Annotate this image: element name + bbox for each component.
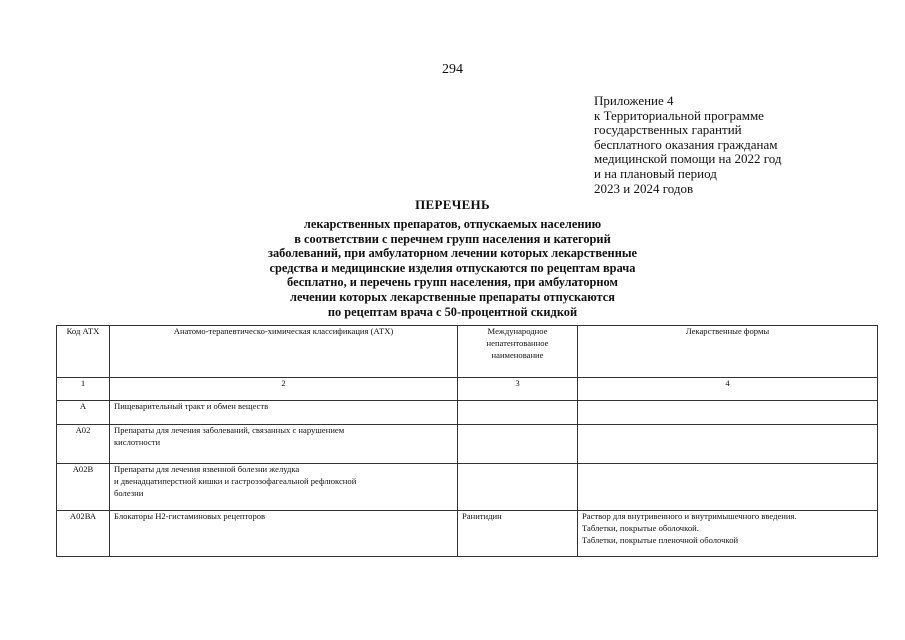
column-number: 2 xyxy=(110,378,458,401)
subtitle-line: средства и медицинские изделия отпускаются по рецептам врача xyxy=(269,260,636,275)
appendix-note xyxy=(594,94,884,196)
inn-name xyxy=(458,401,578,425)
table-row xyxy=(57,511,878,557)
table-row xyxy=(57,464,878,511)
column-numbers-row xyxy=(57,378,878,401)
dosage-form-line: Раствор для внутривенного и внутримышечного введения. xyxy=(582,511,797,521)
classification-line: Препараты для лечения язвенной болезни желудка xyxy=(114,464,300,474)
header-inn-line: непатентованное xyxy=(486,337,549,348)
appendix-line: к Территориальной программе xyxy=(594,107,764,123)
atc-code: А02В xyxy=(57,464,110,511)
appendix-line: и на плановый период xyxy=(594,165,717,181)
dosage-forms xyxy=(578,425,878,464)
table-row xyxy=(57,425,878,464)
header-classification: Анатомо-терапевтическо-химическая классификация (АТХ) xyxy=(110,326,458,378)
classification-line: Препараты для лечения заболеваний, связанных с нарушением xyxy=(114,425,345,435)
appendix-line: государственных гарантий xyxy=(594,122,742,138)
classification-line: и двенадцатиперстной кишки и гастроэзофагеальной рефлюксной xyxy=(114,475,357,486)
column-number: 4 xyxy=(578,378,878,401)
inn-name xyxy=(458,464,578,511)
classification-line: Блокаторы Н2-гистаминовых рецепторов xyxy=(114,511,266,521)
column-number: 3 xyxy=(458,378,578,401)
appendix-line: Приложение 4 xyxy=(594,93,674,108)
inn-name xyxy=(458,425,578,464)
header-inn-line: наименование xyxy=(491,349,544,360)
classification-line: Пищеварительный тракт и обмен веществ xyxy=(114,401,269,411)
classification-line: кислотности xyxy=(114,436,161,447)
atc-code: А02ВА xyxy=(57,511,110,557)
table-row xyxy=(57,401,878,425)
subtitle-line: в соответствии с перечнем групп населения и категорий xyxy=(294,231,611,246)
header-code: Код АТХ xyxy=(57,326,110,378)
atc-code: А xyxy=(57,401,110,425)
dosage-forms xyxy=(578,511,878,557)
atc-classification xyxy=(110,425,458,464)
subtitle-line: лечении которых лекарственные препараты отпускаются xyxy=(290,289,615,304)
document-title: ПЕРЕЧЕНЬ xyxy=(415,197,490,212)
document-subtitle xyxy=(0,217,905,319)
subtitle-line: бесплатно, и перечень групп населения, при амбулаторном xyxy=(287,275,618,290)
subtitle-line: заболеваний, при амбулаторном лечении которых лекарственные xyxy=(267,246,638,261)
subtitle-line: по рецептам врача с 50-процентной скидкой xyxy=(327,304,578,319)
inn-name: Ранитидин xyxy=(458,511,578,557)
header-inn-line: Международное xyxy=(487,326,548,336)
column-number: 1 xyxy=(57,378,110,401)
dosage-form-line: Таблетки, покрытые оболочкой. xyxy=(582,522,699,533)
atc-code: А02 xyxy=(57,425,110,464)
header-inn xyxy=(458,326,578,378)
appendix-line: 2023 и 2024 годов xyxy=(594,180,694,196)
dosage-forms xyxy=(578,401,878,425)
atc-classification xyxy=(110,401,458,425)
classification-line: болезни xyxy=(114,487,144,498)
medications-table xyxy=(56,325,878,557)
table-header-row xyxy=(57,326,878,378)
subtitle-line: лекарственных препаратов, отпускаемых населению xyxy=(303,217,602,231)
atc-classification xyxy=(110,511,458,557)
header-forms: Лекарственные формы xyxy=(578,326,878,378)
atc-classification xyxy=(110,464,458,511)
dosage-forms xyxy=(578,464,878,511)
appendix-line: медицинской помощи на 2022 год xyxy=(594,151,782,167)
page-number: 294 xyxy=(442,62,463,77)
appendix-line: бесплатного оказания гражданам xyxy=(594,136,778,152)
dosage-form-line: Таблетки, покрытые пленочной оболочкой xyxy=(582,534,739,545)
